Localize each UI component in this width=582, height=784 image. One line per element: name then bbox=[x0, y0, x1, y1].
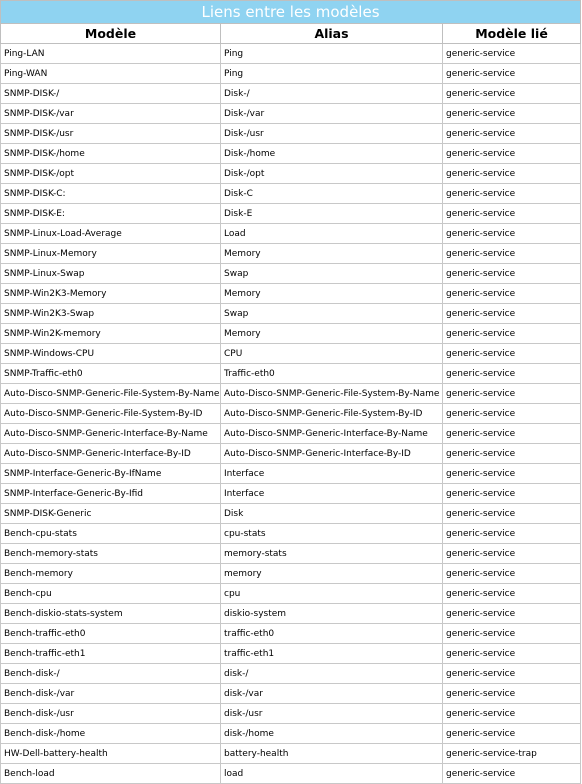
cell-alias[interactable]: memory-stats bbox=[221, 544, 443, 564]
table-row bbox=[1, 504, 581, 524]
table-row bbox=[1, 764, 581, 784]
cell-model[interactable]: SNMP-DISK-C: bbox=[1, 184, 221, 204]
cell-model[interactable]: Bench-disk-/var bbox=[1, 684, 221, 704]
cell-linked-model[interactable]: generic-service bbox=[443, 764, 581, 784]
table-row bbox=[1, 704, 581, 724]
cell-linked-model[interactable]: generic-service bbox=[443, 584, 581, 604]
cell-alias[interactable]: Auto-Disco-SNMP-Generic-File-System-By-Name bbox=[221, 384, 443, 404]
cell-model[interactable]: SNMP-DISK-/usr bbox=[1, 124, 221, 144]
cell-alias[interactable]: Auto-Disco-SNMP-Generic-Interface-By-Name bbox=[221, 424, 443, 444]
cell-linked-model[interactable]: generic-service bbox=[443, 424, 581, 444]
cell-linked-model[interactable]: generic-service bbox=[443, 364, 581, 384]
cell-alias[interactable]: Auto-Disco-SNMP-Generic-File-System-By-ID bbox=[221, 404, 443, 424]
cell-linked-model[interactable]: generic-service bbox=[443, 44, 581, 64]
cell-alias[interactable]: Disk-/usr bbox=[221, 124, 443, 144]
cell-model[interactable]: SNMP-Win2K3-Swap bbox=[1, 304, 221, 324]
cell-model[interactable]: SNMP-DISK-/opt bbox=[1, 164, 221, 184]
cell-alias[interactable]: load bbox=[221, 764, 443, 784]
cell-alias[interactable]: Memory bbox=[221, 244, 443, 264]
cell-linked-model[interactable]: generic-service bbox=[443, 204, 581, 224]
cell-alias[interactable]: Disk-/ bbox=[221, 84, 443, 104]
cell-linked-model[interactable]: generic-service bbox=[443, 404, 581, 424]
table-row bbox=[1, 624, 581, 644]
cell-linked-model[interactable]: generic-service bbox=[443, 104, 581, 124]
cell-model[interactable]: Bench-load bbox=[1, 764, 221, 784]
table-row bbox=[1, 184, 581, 204]
table-row bbox=[1, 144, 581, 164]
table-row bbox=[1, 264, 581, 284]
cell-alias[interactable]: Swap bbox=[221, 264, 443, 284]
table-body bbox=[1, 44, 581, 784]
cell-alias[interactable]: cpu bbox=[221, 584, 443, 604]
cell-linked-model[interactable]: generic-service bbox=[443, 544, 581, 564]
table-row bbox=[1, 84, 581, 104]
cell-alias[interactable]: battery-health bbox=[221, 744, 443, 764]
cell-alias[interactable]: disk-/usr bbox=[221, 704, 443, 724]
cell-alias[interactable]: Disk-/var bbox=[221, 104, 443, 124]
cell-model[interactable]: SNMP-Windows-CPU bbox=[1, 344, 221, 364]
cell-linked-model[interactable]: generic-service bbox=[443, 344, 581, 364]
cell-linked-model[interactable]: generic-service bbox=[443, 684, 581, 704]
cell-alias[interactable]: cpu-stats bbox=[221, 524, 443, 544]
cell-alias[interactable]: Disk bbox=[221, 504, 443, 524]
table-row bbox=[1, 724, 581, 744]
cell-linked-model[interactable]: generic-service bbox=[443, 304, 581, 324]
cell-linked-model[interactable]: generic-service bbox=[443, 164, 581, 184]
cell-alias[interactable]: traffic-eth0 bbox=[221, 624, 443, 644]
cell-model[interactable]: SNMP-DISK-/var bbox=[1, 104, 221, 124]
cell-model[interactable]: Bench-diskio-stats-system bbox=[1, 604, 221, 624]
cell-model[interactable]: Bench-traffic-eth1 bbox=[1, 644, 221, 664]
cell-model[interactable]: SNMP-DISK-/ bbox=[1, 84, 221, 104]
cell-linked-model[interactable]: generic-service bbox=[443, 384, 581, 404]
cell-model[interactable]: Auto-Disco-SNMP-Generic-File-System-By-Name bbox=[1, 384, 221, 404]
title-row bbox=[1, 1, 581, 24]
cell-model[interactable]: SNMP-DISK-Generic bbox=[1, 504, 221, 524]
table-row bbox=[1, 744, 581, 764]
cell-alias[interactable]: diskio-system bbox=[221, 604, 443, 624]
table-row bbox=[1, 384, 581, 404]
cell-alias[interactable]: memory bbox=[221, 564, 443, 584]
cell-linked-model[interactable]: generic-service bbox=[443, 184, 581, 204]
table-row bbox=[1, 664, 581, 684]
cell-linked-model[interactable]: generic-service bbox=[443, 84, 581, 104]
cell-alias[interactable]: Ping bbox=[221, 44, 443, 64]
cell-model[interactable]: SNMP-Interface-Generic-By-IfName bbox=[1, 464, 221, 484]
table-row bbox=[1, 484, 581, 504]
cell-model[interactable]: Bench-disk-/ bbox=[1, 664, 221, 684]
cell-linked-model[interactable]: generic-service bbox=[443, 484, 581, 504]
table-row bbox=[1, 564, 581, 584]
cell-model[interactable]: SNMP-DISK-E: bbox=[1, 204, 221, 224]
cell-linked-model[interactable]: generic-service bbox=[443, 324, 581, 344]
table-row bbox=[1, 584, 581, 604]
cell-linked-model[interactable]: generic-service bbox=[443, 124, 581, 144]
cell-linked-model[interactable]: generic-service bbox=[443, 724, 581, 744]
cell-linked-model[interactable]: generic-service bbox=[443, 704, 581, 724]
table-row bbox=[1, 304, 581, 324]
table-row bbox=[1, 364, 581, 384]
table-row bbox=[1, 464, 581, 484]
cell-model[interactable]: SNMP-Linux-Memory bbox=[1, 244, 221, 264]
cell-alias[interactable]: Disk-/home bbox=[221, 144, 443, 164]
cell-model[interactable]: Bench-disk-/home bbox=[1, 724, 221, 744]
cell-alias[interactable]: Swap bbox=[221, 304, 443, 324]
cell-alias[interactable]: Interface bbox=[221, 464, 443, 484]
cell-model[interactable]: SNMP-Linux-Load-Average bbox=[1, 224, 221, 244]
header-model[interactable]: Modèle bbox=[1, 24, 221, 44]
cell-linked-model[interactable]: generic-service bbox=[443, 64, 581, 84]
cell-alias[interactable]: Traffic-eth0 bbox=[221, 364, 443, 384]
cell-linked-model[interactable]: generic-service bbox=[443, 504, 581, 524]
cell-alias[interactable]: Ping bbox=[221, 64, 443, 84]
cell-linked-model[interactable]: generic-service bbox=[443, 624, 581, 644]
header-row bbox=[1, 24, 581, 44]
table-row bbox=[1, 64, 581, 84]
cell-model[interactable]: Bench-cpu bbox=[1, 584, 221, 604]
cell-model[interactable]: SNMP-Interface-Generic-By-Ifid bbox=[1, 484, 221, 504]
cell-model[interactable]: Ping-WAN bbox=[1, 64, 221, 84]
table-row bbox=[1, 524, 581, 544]
cell-alias[interactable]: Auto-Disco-SNMP-Generic-Interface-By-ID bbox=[221, 444, 443, 464]
cell-model[interactable]: SNMP-DISK-/home bbox=[1, 144, 221, 164]
header-linked-model[interactable]: Modèle lié bbox=[443, 24, 581, 44]
cell-linked-model[interactable]: generic-service bbox=[443, 284, 581, 304]
cell-model[interactable]: Bench-cpu-stats bbox=[1, 524, 221, 544]
cell-model[interactable]: Auto-Disco-SNMP-Generic-Interface-By-ID bbox=[1, 444, 221, 464]
cell-model[interactable]: Bench-memory-stats bbox=[1, 544, 221, 564]
cell-model[interactable]: Ping-LAN bbox=[1, 44, 221, 64]
table-row bbox=[1, 124, 581, 144]
cell-alias[interactable]: disk-/home bbox=[221, 724, 443, 744]
table-row bbox=[1, 544, 581, 564]
cell-alias[interactable]: disk-/var bbox=[221, 684, 443, 704]
cell-linked-model[interactable]: generic-service bbox=[443, 564, 581, 584]
table-row bbox=[1, 104, 581, 124]
table-row bbox=[1, 224, 581, 244]
cell-alias[interactable]: disk-/ bbox=[221, 664, 443, 684]
table-row bbox=[1, 164, 581, 184]
table-row bbox=[1, 604, 581, 624]
cell-alias[interactable]: Interface bbox=[221, 484, 443, 504]
cell-model[interactable]: Bench-disk-/usr bbox=[1, 704, 221, 724]
cell-model[interactable]: HW-Dell-battery-health bbox=[1, 744, 221, 764]
table-row bbox=[1, 284, 581, 304]
table-row bbox=[1, 324, 581, 344]
cell-alias[interactable]: Memory bbox=[221, 324, 443, 344]
cell-model[interactable]: SNMP-Traffic-eth0 bbox=[1, 364, 221, 384]
table-row bbox=[1, 44, 581, 64]
cell-model[interactable]: SNMP-Win2K3-Memory bbox=[1, 284, 221, 304]
header-alias[interactable]: Alias bbox=[221, 24, 443, 44]
table-row bbox=[1, 644, 581, 664]
cell-model[interactable]: Bench-traffic-eth0 bbox=[1, 624, 221, 644]
cell-linked-model[interactable]: generic-service bbox=[443, 444, 581, 464]
table-row bbox=[1, 424, 581, 444]
cell-model[interactable]: SNMP-Linux-Swap bbox=[1, 264, 221, 284]
cell-alias[interactable]: Disk-/opt bbox=[221, 164, 443, 184]
table-row bbox=[1, 244, 581, 264]
cell-linked-model[interactable]: generic-service bbox=[443, 224, 581, 244]
cell-linked-model[interactable]: generic-service bbox=[443, 644, 581, 664]
cell-alias[interactable]: traffic-eth1 bbox=[221, 644, 443, 664]
cell-linked-model[interactable]: generic-service bbox=[443, 604, 581, 624]
cell-alias[interactable]: CPU bbox=[221, 344, 443, 364]
cell-linked-model[interactable]: generic-service bbox=[443, 664, 581, 684]
cell-linked-model[interactable]: generic-service-trap bbox=[443, 744, 581, 764]
table-row bbox=[1, 684, 581, 704]
cell-linked-model[interactable]: generic-service bbox=[443, 144, 581, 164]
cell-linked-model[interactable]: generic-service bbox=[443, 264, 581, 284]
cell-linked-model[interactable]: generic-service bbox=[443, 464, 581, 484]
cell-alias[interactable]: Load bbox=[221, 224, 443, 244]
table-row bbox=[1, 444, 581, 464]
cell-model[interactable]: Auto-Disco-SNMP-Generic-File-System-By-ID bbox=[1, 404, 221, 424]
table-row bbox=[1, 404, 581, 424]
cell-linked-model[interactable]: generic-service bbox=[443, 244, 581, 264]
cell-model[interactable]: SNMP-Win2K-memory bbox=[1, 324, 221, 344]
cell-model[interactable]: Auto-Disco-SNMP-Generic-Interface-By-Name bbox=[1, 424, 221, 444]
table-row bbox=[1, 204, 581, 224]
cell-alias[interactable]: Disk-E bbox=[221, 204, 443, 224]
cell-linked-model[interactable]: generic-service bbox=[443, 524, 581, 544]
cell-alias[interactable]: Disk-C bbox=[221, 184, 443, 204]
cell-alias[interactable]: Memory bbox=[221, 284, 443, 304]
cell-model[interactable]: Bench-memory bbox=[1, 564, 221, 584]
table-row bbox=[1, 344, 581, 364]
table-title[interactable]: Liens entre les modèles bbox=[1, 1, 581, 24]
